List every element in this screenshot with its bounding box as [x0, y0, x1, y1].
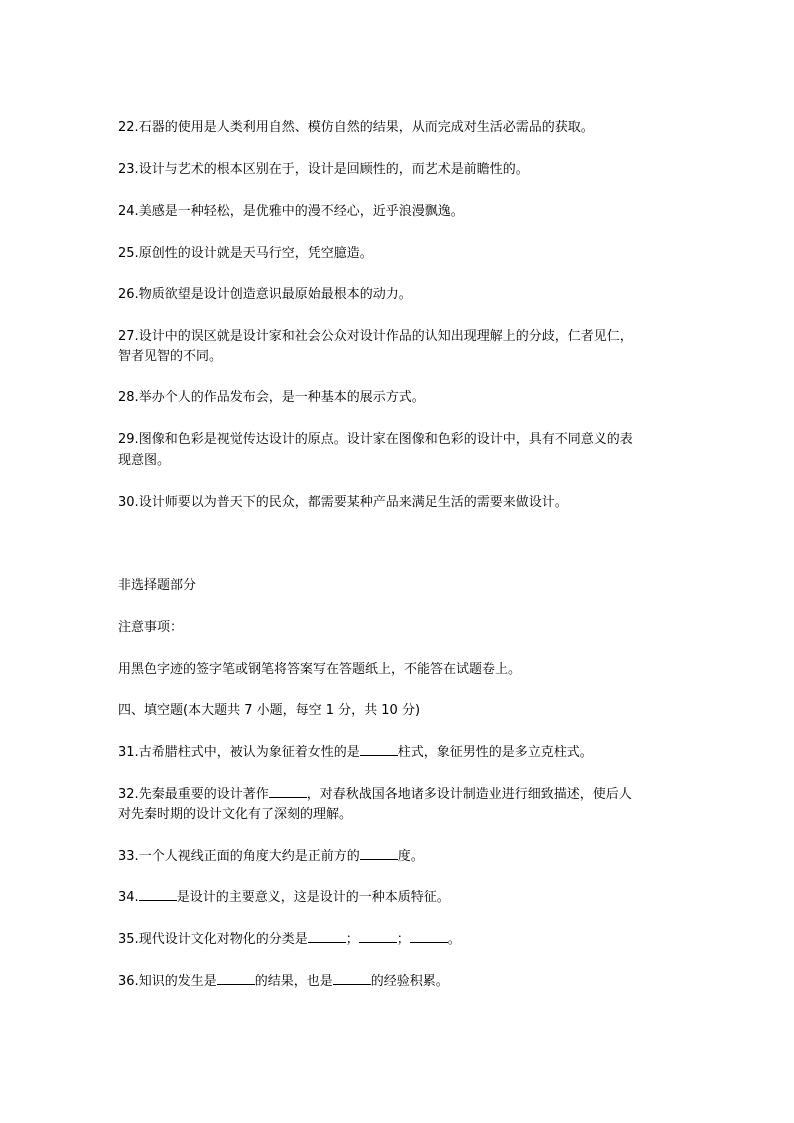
- question-number: 26.: [118, 287, 139, 302]
- question-24: [118, 201, 688, 223]
- question-text: 的经验积累。: [370, 974, 449, 989]
- question-number: 32.: [118, 787, 139, 802]
- question-29-continued: [118, 450, 688, 472]
- question-text: 的结果，也是: [254, 974, 333, 989]
- question-text-line1: 图像和色彩是视觉传达设计的原点。设计家在图像和色彩的设计中，具有不同意义的表: [138, 432, 633, 447]
- notice-title: 注意事项：: [118, 620, 184, 635]
- separator: ；: [345, 932, 359, 947]
- question-number: 24.: [118, 204, 139, 219]
- question-number: 27.: [118, 329, 139, 344]
- question-number: 23.: [118, 162, 139, 177]
- question-text: 美感是一种轻松，是优雅中的漫不经心，近乎浪漫飘逸。: [138, 204, 464, 219]
- question-23: [118, 159, 688, 181]
- question-text: 物质欲望是设计创造意识最原始最根本的动力。: [138, 287, 412, 302]
- question-29: [118, 429, 688, 451]
- answer-blank[interactable]: [217, 972, 255, 985]
- question-text: 石器的使用是人类利用自然、模仿自然的结果，从而完成对生活必需品的获取。: [138, 120, 594, 135]
- question-30: [118, 492, 688, 514]
- question-36: [118, 971, 688, 993]
- question-text-line2: 对先秦时期的设计文化有了深刻的理解。: [118, 807, 353, 822]
- separator: ；: [396, 932, 410, 947]
- answer-blank[interactable]: [308, 930, 346, 943]
- question-text: 举办个人的作品发布会，是一种基本的展示方式。: [138, 390, 425, 405]
- question-text: 设计与艺术的根本区别在于，设计是回顾性的，而艺术是前瞻性的。: [138, 162, 529, 177]
- question-number: 22.: [118, 120, 139, 135]
- question-number: 28.: [118, 390, 139, 405]
- question-text: 古希腊柱式中，被认为象征着女性的是: [138, 745, 360, 760]
- answer-blank[interactable]: [410, 930, 448, 943]
- answer-blank[interactable]: [269, 785, 307, 798]
- question-31: [118, 742, 688, 764]
- question-22: [118, 117, 688, 139]
- question-25: [118, 243, 688, 265]
- question-34: [118, 887, 688, 909]
- question-27: [118, 326, 688, 348]
- answer-blank[interactable]: [360, 847, 398, 860]
- answer-blank[interactable]: [333, 972, 371, 985]
- answer-blank[interactable]: [359, 930, 397, 943]
- answer-blank[interactable]: [139, 888, 177, 901]
- question-number: 33.: [118, 849, 139, 864]
- question-text-line2: 现意图。: [118, 453, 171, 468]
- question-32-continued: [118, 804, 688, 826]
- terminator: 。: [447, 932, 461, 947]
- question-number: 25.: [118, 246, 139, 261]
- question-number: 35.: [118, 932, 139, 947]
- question-text: 先秦最重要的设计著作: [138, 787, 269, 802]
- question-32: [118, 784, 688, 806]
- question-text: 柱式，象征男性的是多立克柱式。: [397, 745, 593, 760]
- question-35: [118, 929, 688, 951]
- answer-blank[interactable]: [360, 743, 398, 756]
- question-number: 29.: [118, 432, 139, 447]
- question-text-line1: 设计中的误区就是设计家和社会公众对设计作品的认知出现理解上的分歧，仁者见仁，: [138, 329, 633, 344]
- question-text: 是设计的主要意义，这是设计的一种本质特征。: [176, 890, 450, 905]
- question-27-continued: [118, 346, 688, 368]
- question-text-line2: 智者见智的不同。: [118, 349, 223, 364]
- notice-text: 用黑色字迹的签字笔或钢笔将答案写在答题纸上，不能答在试题卷上。: [118, 662, 522, 677]
- question-number: 30.: [118, 495, 139, 510]
- section-title: 非选择题部分: [118, 578, 197, 593]
- question-text: 设计师要以为普天下的民众，都需要某种产品来满足生活的需要来做设计。: [138, 495, 568, 510]
- question-text: 知识的发生是: [138, 974, 217, 989]
- question-text: 原创性的设计就是天马行空，凭空臆造。: [138, 246, 373, 261]
- question-text: 现代设计文化对物化的分类是: [138, 932, 308, 947]
- question-number: 31.: [118, 745, 139, 760]
- question-text: ，对春秋战国各地诸多设计制造业进行细致描述，使后人: [306, 787, 632, 802]
- question-text: 度。: [397, 849, 424, 864]
- question-number: 34.: [118, 890, 139, 905]
- question-text: 一个人视线正面的角度大约是正前方的: [138, 849, 360, 864]
- question-26: [118, 284, 688, 306]
- fill-section-header: 四、填空题(本大题共 7 小题，每空 1 分，共 10 分): [118, 703, 421, 718]
- question-number: 36.: [118, 974, 139, 989]
- question-33: [118, 846, 688, 868]
- question-28: [118, 387, 688, 409]
